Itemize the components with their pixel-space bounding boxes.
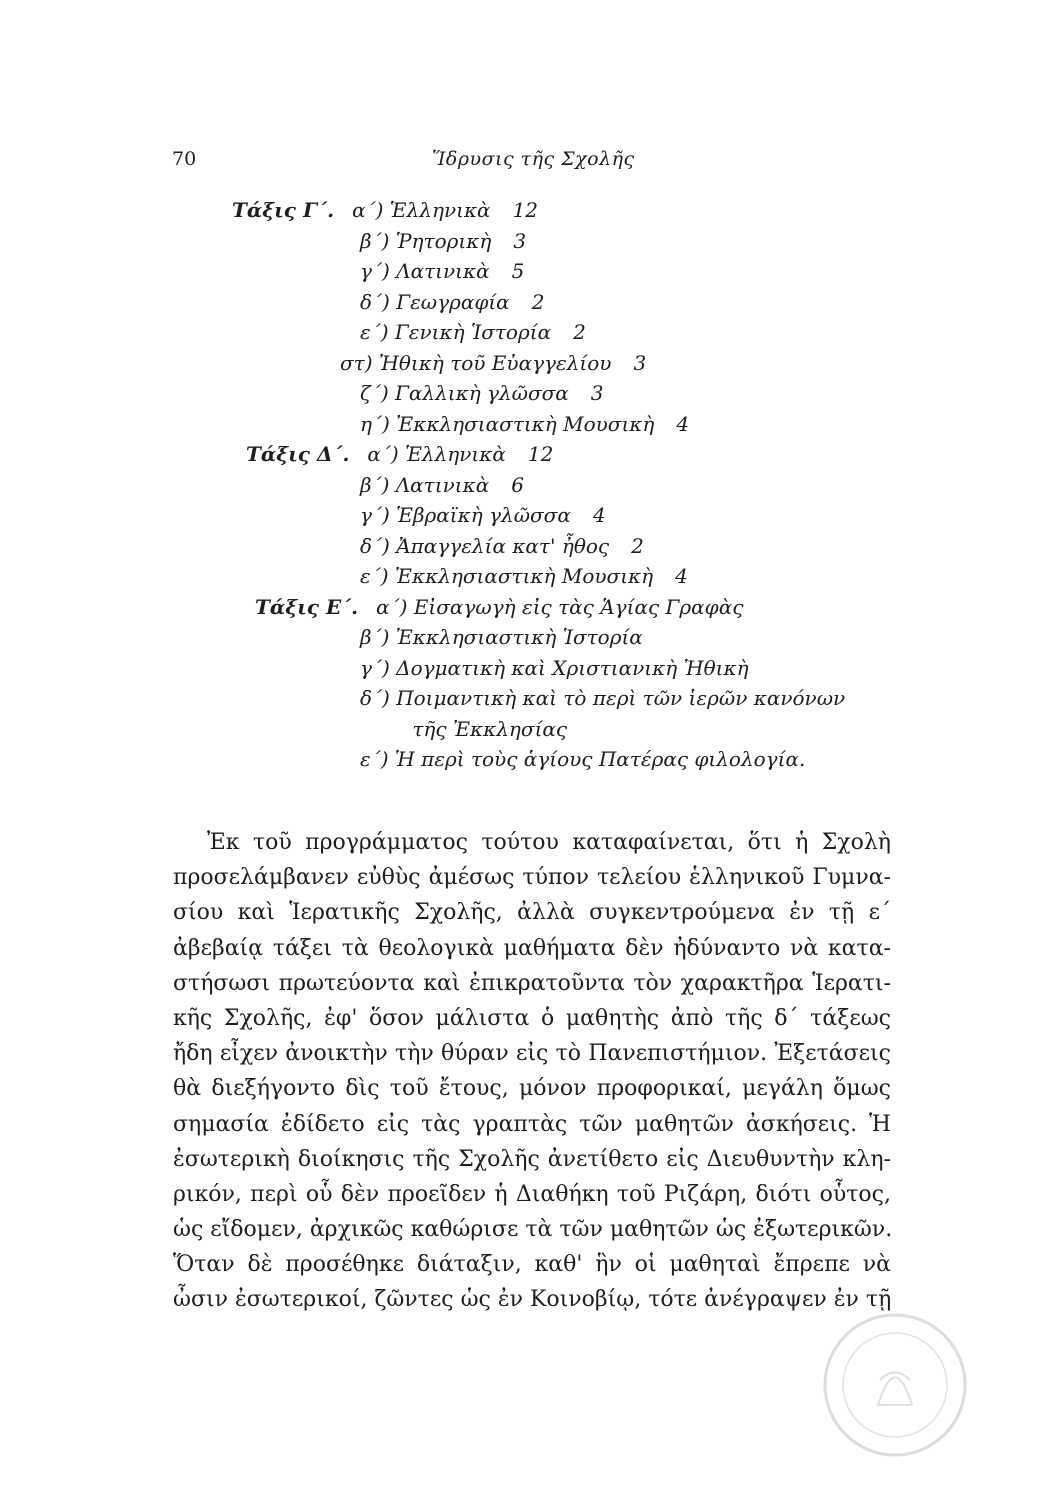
schedule-row (360, 653, 749, 683)
weekly-hours: 3 (633, 350, 647, 375)
body-line: ρικόν, περὶ οὗ δὲν προεῖδεν ἡ Διαθήκη τοῦ Ριζάρη, διότι οὗτος, (173, 1181, 891, 1207)
subject-name: Ἠθικὴ τοῦ Εὐαγγελίου (372, 350, 612, 375)
schedule-row (232, 195, 538, 225)
university-seal-icon (820, 1310, 970, 1460)
subject-name: Ἐκκλησιαστικὴ Ἱστορία (389, 625, 643, 649)
body-line: ὦσιν ἐσωτερικοί, ζῶντες ὡς ἐν Κοινοβίῳ, τότε ἀνέγραψεν ἐν τῇ (173, 1287, 892, 1313)
schedule-row (360, 409, 689, 439)
item-letter: η΄) (360, 411, 390, 436)
item-letter: γ΄) (360, 259, 390, 283)
subject-name: Δογματικὴ καὶ Χριστιανικὴ Ἠθικὴ (389, 655, 749, 680)
page-number: 70 (172, 148, 197, 170)
item-letter: ε΄) (360, 564, 389, 588)
item-letter: γ΄) (360, 503, 390, 527)
class-label: Τάξις Ε΄. (255, 594, 359, 619)
class-label: Τάξις Γ΄. (232, 198, 335, 222)
subject-name: Ἐκκλησιαστικὴ Μουσικὴ (388, 564, 654, 588)
item-letter: α΄) (367, 442, 399, 466)
subject-name: Ἐκκλησιαστικὴ Μουσικὴ (389, 411, 655, 436)
body-line: Ὅταν δὲ προσέθηκε διάταξιν, καθ' ἣν οἱ μαθηταὶ ἔπρεπε νὰ (173, 1252, 891, 1278)
subject-name: Ῥητορικὴ (389, 228, 492, 253)
item-letter: δ΄) (360, 686, 390, 710)
body-line: στήσωσι πρωτεύοντα καὶ ἐπικρατοῦντα τὸν χαρακτῆρα Ἱερατι- (173, 970, 891, 996)
item-letter: δ΄) (360, 533, 390, 558)
schedule-row (360, 500, 606, 530)
schedule-row (255, 592, 743, 622)
schedule-row (360, 378, 604, 408)
subject-name: Εἰσαγωγὴ εἰς τὰς Ἁγίας Γραφὰς (407, 594, 744, 619)
body-line: ἐσωτερικὴ διοίκησις τῆς Σχολῆς ἀνετίθετο εἰς Διευθυντὴν κλη- (173, 1146, 891, 1172)
schedule-row (340, 348, 646, 378)
body-paragraph (173, 825, 891, 1318)
subject-name: Ἡ περὶ τοὺς ἁγίους Πατέρας φιλολογία. (388, 747, 806, 771)
weekly-hours: 4 (675, 564, 688, 588)
body-line: ἀβεβαίᾳ τάξει τὰ θεολογικὰ μαθήματα δὲν ἠδύναντο νὰ κατα- (173, 935, 891, 961)
item-letter: α΄) (352, 198, 384, 222)
page-header (172, 148, 872, 178)
weekly-hours: 3 (513, 228, 527, 253)
subject-name: Γεωγραφία (389, 289, 510, 314)
subject-name: Ἀπαγγελία κατ' ἦθος (389, 533, 610, 558)
item-letter: γ΄) (360, 655, 390, 680)
subject-name: Λατινικὰ (389, 472, 490, 497)
weekly-hours: 6 (511, 472, 524, 497)
schedule-row (360, 256, 524, 286)
item-letter: δ΄) (360, 289, 390, 314)
schedule-row (360, 287, 544, 317)
item-letter: ζ΄) (360, 381, 389, 405)
body-line: κῆς Σχολῆς, ἐφ' ὅσον μάλιστα ὁ μαθητὴς ἀπὸ τῆς δ΄ τάξεως (173, 1005, 891, 1031)
schedule-row (360, 531, 644, 561)
subject-name: Γαλλικὴ γλῶσσα (388, 381, 569, 405)
weekly-hours: 12 (512, 198, 539, 222)
weekly-hours: 2 (631, 533, 644, 558)
weekly-hours: 3 (590, 381, 604, 405)
body-line: ἤδη εἶχεν ἀνοικτὴν τὴν θύραν εἰς τὸ Πανεπιστήμιον. Ἐξετάσεις (173, 1041, 891, 1067)
subject-name: Ἑβραϊκὴ γλῶσσα (389, 503, 571, 527)
weekly-hours: 4 (676, 411, 690, 436)
item-letter: β΄) (360, 625, 390, 649)
body-line: θὰ διεξήγοντο δὶς τοῦ ἔτους, μόνον προφορικαί, μεγάλη ὅμως (173, 1076, 891, 1102)
item-letter: β΄) (360, 228, 390, 253)
body-line: σημασία ἐδίδετο εἰς τὰς γραπτὰς τῶν μαθητῶν ἀσκήσεις. Ἡ (173, 1111, 891, 1137)
body-line: σίου καὶ Ἱερατικῆς Σχολῆς, ἀλλὰ συγκεντρούμενα ἐν τῇ ε΄ (173, 900, 891, 926)
weekly-hours: 4 (592, 503, 606, 527)
schedule-row (406, 714, 567, 744)
subject-name: Ἑλληνικὰ (398, 442, 506, 466)
subject-name: Γενικὴ Ἱστορία (388, 320, 552, 344)
body-line: προσελάμβανεν εὐθὺς ἀμέσως τύπον τελείου ἑλληνικοῦ Γυμνα- (173, 865, 891, 891)
subject-name: Ἑλληνικὰ (383, 198, 491, 222)
schedule-row (360, 470, 524, 500)
weekly-hours: 2 (531, 289, 545, 314)
body-line: ὡς εἴδομεν, ἀρχικῶς καθώρισε τὰ τῶν μαθητῶν ὡς ἐξωτερικῶν. (173, 1217, 893, 1243)
item-letter: β΄) (360, 472, 390, 497)
schedule-row (360, 683, 845, 713)
schedule-row (360, 226, 526, 256)
item-letter: ε΄) (360, 320, 389, 344)
weekly-hours: 2 (573, 320, 586, 344)
schedule-row (360, 744, 805, 774)
subject-name: τῆς Ἐκκλησίας (406, 716, 568, 741)
running-head: Ἵδρυσις τῆς Σχολῆς (432, 148, 635, 170)
schedule-row (360, 561, 688, 591)
item-letter: στ) (340, 350, 373, 375)
subject-name: Λατινικὰ (389, 259, 490, 283)
item-letter: ε΄) (360, 747, 389, 771)
weekly-hours: 12 (527, 442, 554, 466)
schedule-row (360, 622, 643, 652)
class-label: Τάξις Δ΄. (246, 442, 350, 466)
schedule-row (246, 439, 553, 469)
weekly-hours: 5 (511, 259, 525, 283)
schedule-row (360, 317, 586, 347)
body-line: Ἐκ τοῦ προγράμματος τούτου καταφαίνεται, ὅτι ἡ Σχολὴ (207, 830, 891, 855)
subject-name: Ποιμαντικὴ καὶ τὸ περὶ τῶν ἱερῶν κανόνων (389, 686, 846, 710)
item-letter: α΄) (376, 594, 408, 619)
